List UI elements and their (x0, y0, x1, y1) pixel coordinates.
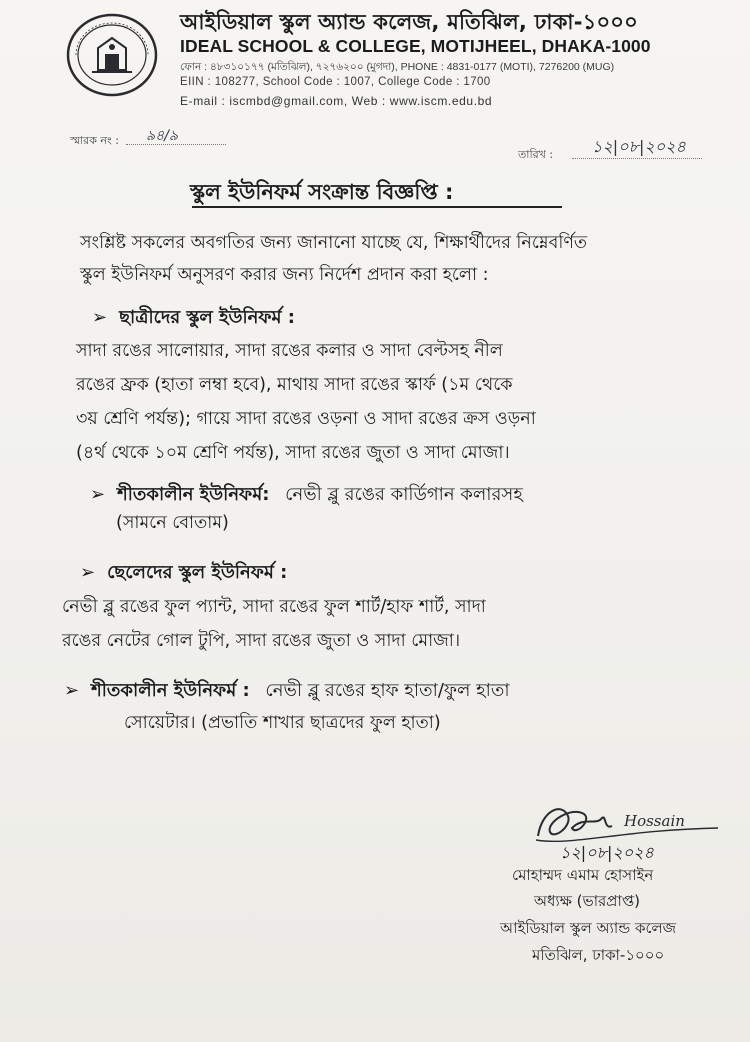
title-underline (192, 206, 562, 208)
girls-body-line-4: (৪র্থ থেকে ১০ম শ্রেণি পর্যন্ত), সাদা রঙের জুতা ও সাদা মোজা। (76, 443, 510, 463)
signature-word: Hossain (624, 812, 685, 830)
school-name-bangla: আইডিয়াল স্কুল অ্যান্ড কলেজ, মতিঝিল, ঢাকা-১০০০ (180, 10, 639, 34)
girls-winter-body-1: নেভী ব্লু রঙের কার্ডিগান কলারসহ (285, 484, 523, 505)
girls-body-line-2: রঙের ফ্রক (হাতা লম্বা হবে), মাথায় সাদা রঙের স্কার্ফ (১ম থেকে (76, 375, 513, 395)
boys-winter-body-1: নেভী ব্লু রঙের হাফ হাতা/ফুল হাতা (265, 680, 510, 701)
boys-body-line-2: রঙের নেটের গোল টুপি, সাদা রঙের জুতা ও সাদা মোজা। (62, 631, 461, 651)
girls-winter-body-2: (সামনে বোতাম) (116, 513, 229, 533)
contact-line: E-mail : iscmbd@gmail.com, Web : www.iscm.edu.bd (180, 94, 493, 108)
reference-number: ৯৪/৯ (146, 128, 178, 144)
date-label: তারিখ : (518, 148, 554, 161)
school-name-english: IDEAL SCHOOL & COLLEGE, MOTIJHEEL, DHAKA-1000 (180, 36, 651, 56)
reference-label: স্মারক নং : (70, 134, 119, 147)
arrow-bullet-icon: ➢ (80, 562, 96, 583)
intro-line-2: স্কুল ইউনিফর্ম অনুসরণ করার জন্য নির্দেশ প্রদান করা হলো : (80, 265, 489, 285)
girls-body-line-3: ৩য় শ্রেণি পর্যন্ত); গায়ে সাদা রঙের ওড়না ও সাদা রঙের ক্রস ওড়না (76, 409, 536, 429)
signatory-location: মতিঝিল, ঢাকা-১০০০ (532, 946, 665, 964)
arrow-bullet-icon: ➢ (90, 484, 106, 505)
arrow-bullet-icon: ➢ (92, 307, 108, 328)
signatory-institution: আইডিয়াল স্কুল অ্যান্ড কলেজ (500, 919, 677, 937)
girls-body-line-1: সাদা রঙের সালোয়ার, সাদা রঙের কলার ও সাদা বেল্টসহ নীল (76, 341, 503, 361)
signature-date: ১২|০৮|২০২৪ (560, 843, 654, 862)
boys-winter-label: শীতকালীন ইউনিফর্ম : (91, 680, 250, 701)
date-value: ১২|০৮|২০২৪ (592, 137, 686, 156)
boys-body-line-1: নেভী ব্লু রঙের ফুল প্যান্ট, সাদা রঙের ফুল শার্ট/হাফ শার্ট, সাদা (62, 597, 486, 617)
intro-line-1: সংশ্লিষ্ট সকলের অবগতির জন্য জানানো যাচ্ছে যে, শিক্ষার্থীদের নিম্নেবর্ণিত (80, 233, 588, 253)
arrow-bullet-icon: ➢ (64, 680, 80, 701)
codes-line: EIIN : 108277, School Code : 1007, College Code : 1700 (180, 76, 491, 88)
phone-line: ফোন : ৪৮৩১০১৭৭ (মতিঝিল), ৭২৭৬২০০ (মুগদা), PHONE : 4831-0177 (MOTI), 7276200 (MUG) (180, 61, 615, 73)
girls-uniform-heading: ছাত্রীদের স্কুল ইউনিফর্ম : (119, 307, 295, 328)
notice-title: স্কুল ইউনিফর্ম সংক্রান্ত বিজ্ঞপ্তি : (190, 180, 454, 204)
girls-uniform-heading-row (92, 303, 295, 334)
boys-uniform-heading-row (80, 558, 287, 589)
signatory-name: মোহাম্মদ এমাম হোসাইন (512, 866, 654, 884)
signatory-designation: অধ্যক্ষ (ভারপ্রাপ্ত) (534, 892, 641, 910)
girls-winter-label: শীতকালীন ইউনিফর্ম: (117, 484, 270, 505)
school-seal-logo (62, 10, 162, 100)
boys-uniform-heading: ছেলেদের স্কুল ইউনিফর্ম : (107, 562, 288, 583)
boys-winter-body-2: সোয়েটার। (প্রভাতি শাখার ছাত্রদের ফুল হাতা) (124, 713, 441, 733)
boys-winter-row (64, 676, 510, 707)
